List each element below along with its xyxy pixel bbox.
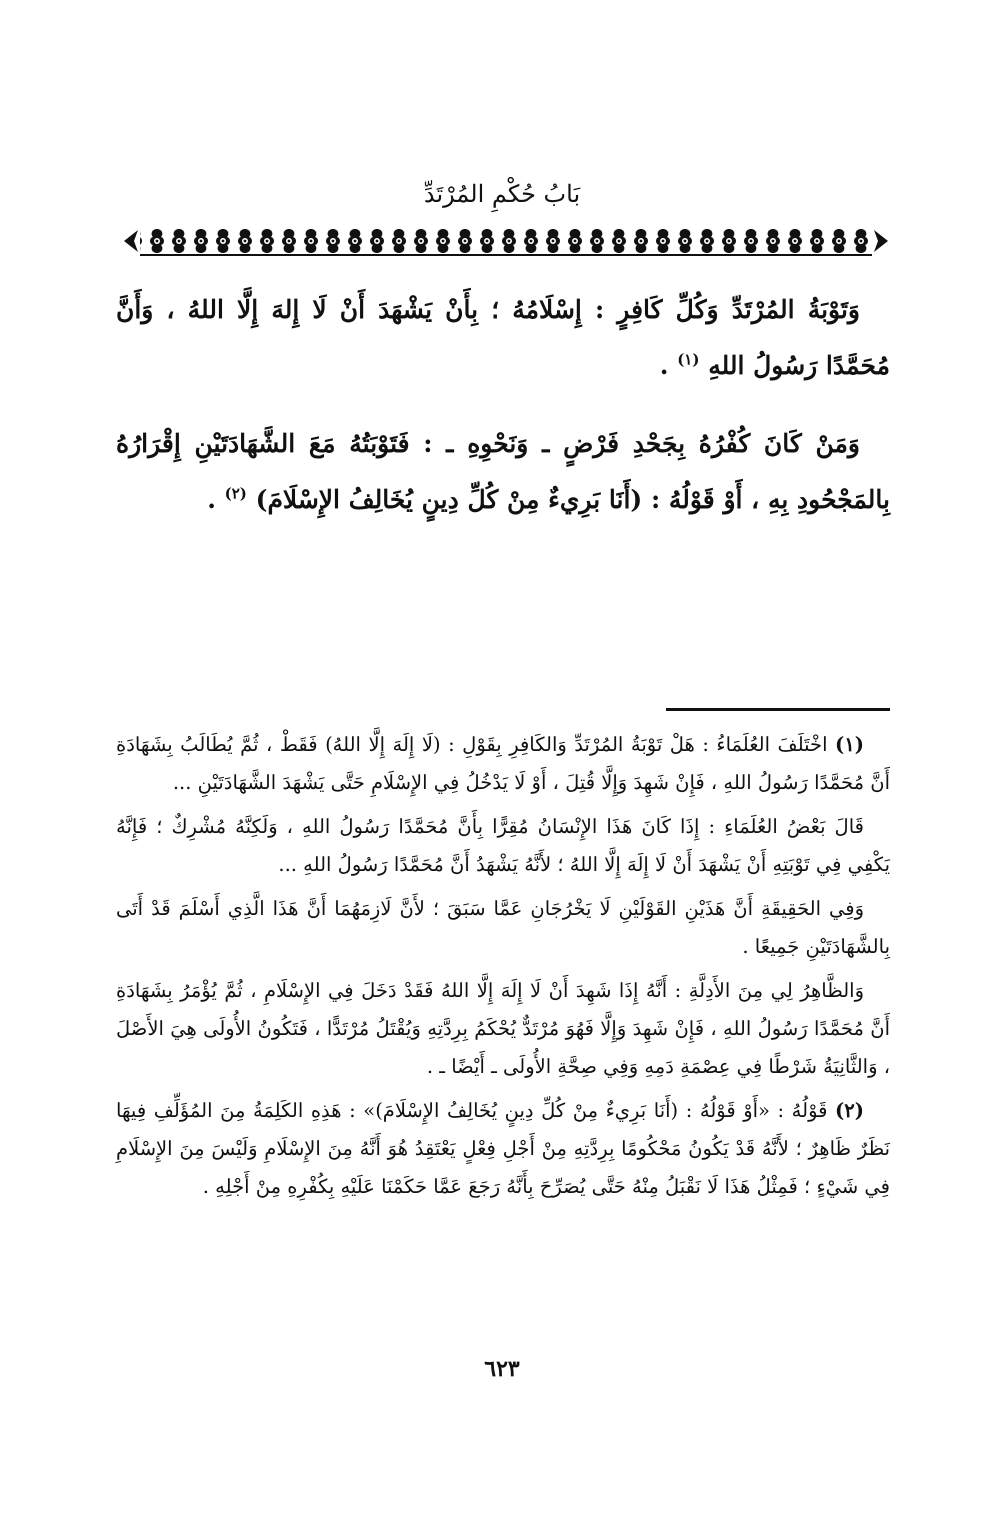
- footnote-marker[interactable]: (٢): [224, 484, 247, 503]
- paragraph-text: وَمَنْ كَانَ كُفْرُهُ بِجَحْدِ فَرْضٍ ـ وَنَحْوِهِ ـ : فَتَوْبَتُهُ مَعَ الشَّهَادَتَيْنِ إِقْرَارُهُ بِالمَجْحُودِ بِهِ ، أَوْ قَوْلُهُ : (أَنَا بَرِيءٌ مِنْ كُلِّ دِينٍ يُخَالِفُ الإِسْلَامَ): [116, 429, 890, 514]
- footnote-text: وَالظَّاهِرُ لِي مِنَ الأَدِلَّةِ : أَنَّهُ إِذَا شَهِدَ أَنْ لَا إِلَهَ إِلَّا اللهُ فَقَدْ دَخَلَ فِي الإِسْلَامِ ، ثُمَّ يُؤْمَرُ بِشَهَادَةِ أَنَّ مُحَمَّدًا رَسُولُ اللهِ ، فَإِنْ شَهِدَ وَإِلَّا فَهُوَ مُرْتَدٌّ يُحْكَمُ بِرِدَّتِهِ وَيُقْتَلُ مُرْتَدًّا ، فَتَكُونُ الأُولَى هِيَ الأَصْلَ ، وَالثَّانِيَةُ شَرْطًا فِي عِصْمَةِ دَمِهِ وَفِي صِحَّةِ الأُولَى ـ أَيْضًا ـ .: [116, 979, 890, 1078]
- chapter-title: بَابُ حُكْمِ المُرْتَدِّ: [423, 180, 581, 208]
- ornament-pattern-icon: [124, 226, 888, 256]
- main-text: [116, 282, 890, 528]
- main-paragraph: [116, 416, 890, 528]
- paragraph-end: .: [207, 485, 225, 514]
- paragraph-end: .: [659, 351, 678, 380]
- paragraph-text: وَتَوْبَةُ المُرْتَدِّ وَكُلِّ كَافِرٍ : إِسْلَامُهُ ؛ بِأَنْ يَشْهَدَ أَنْ لَا إِلهَ إِلَّا اللهُ ، وَأَنَّ مُحَمَّدًا رَسُولُ اللهِ: [116, 295, 890, 380]
- footnote-paragraph: [116, 808, 890, 884]
- ornamental-border: [124, 226, 888, 256]
- footnote-marker[interactable]: (١): [677, 350, 700, 369]
- footnote-number: (٢): [835, 1099, 864, 1122]
- footnote-paragraph: [116, 972, 890, 1086]
- main-paragraph: [116, 282, 890, 394]
- footnote-number: (١): [835, 733, 864, 756]
- footnote-paragraph: [116, 1092, 890, 1206]
- footnote-separator: [666, 708, 890, 711]
- page-number: ٦٢٣: [484, 1356, 520, 1382]
- footnote-paragraph: [116, 726, 890, 802]
- footnote-text: قَالَ بَعْضُ العُلَمَاءِ : إِذَا كَانَ هَذَا الإِنْسَانُ مُقِرًّا بِأَنَّ مُحَمَّدًا رَسُولُ اللهِ ، وَلَكِنَّهُ مُشْرِكٌ ؛ فَإِنَّهُ يَكْفِي فِي تَوْبَتِهِ أَنْ يَشْهَدَ أَنْ لَا إِلَهَ إِلَّا اللهُ ؛ لأَنَّهُ يَشْهَدُ أَنَّ مُحَمَّدًا رَسُولُ اللهِ ...: [116, 815, 890, 876]
- footnote-text: وَفِي الحَقِيقَةِ أَنَّ هَذَيْنِ القَوْلَيْنِ لَا يَخْرُجَانِ عَمَّا سَبَقَ ؛ لأَنَّ لَازِمَهُمَا أَنَّ هَذَا الَّذِي أَسْلَمَ قَدْ أَتَى بِالشَّهَادَتَيْنِ جَمِيعًا .: [116, 897, 890, 958]
- footnote-text: اخْتَلَفَ العُلَمَاءُ : هَلْ تَوْبَةُ المُرْتَدِّ وَالكَافِرِ بِقَوْلِ : (لَا إِلَهَ إِلَّا اللهُ) فَقَطْ ، ثُمَّ يُطَالَبُ بِشَهَادَةِ أَنَّ مُحَمَّدًا رَسُولُ اللهِ ، فَإِنْ شَهِدَ وَإِلَّا قُتِلَ ، أَوْ لَا يَدْخُلُ فِي الإِسْلَامِ حَتَّى يَشْهَدَ الشَّهَادَتَيْنِ ...: [116, 733, 890, 794]
- footnotes: [116, 726, 890, 1212]
- footnote-paragraph: [116, 890, 890, 966]
- footnote-text: قَوْلُهُ : «أَوْ قَوْلُهُ : (أَنَا بَرِيءٌ مِنْ كُلِّ دِينٍ يُخَالِفُ الإِسْلَامَ)» : هَذِهِ الكَلِمَةُ مِنَ المُؤَلِّفِ فِيهَا نَظَرٌ ظَاهِرٌ ؛ لأَنَّهُ قَدْ يَكُونُ مَحْكُومًا بِرِدَّتِهِ مِنْ أَجْلِ فِعْلٍ يَعْتَقِدُ هُوَ أَنَّهُ مِنَ الإِسْلَامِ وَلَيْسَ مِنَ الإِسْلَامِ فِي شَيْءٍ ؛ فَمِثْلُ هَذَا لَا نَقْبَلُ مِنْهُ حَتَّى يُصَرِّحَ بِأَنَّهُ رَجَعَ عَمَّا حَكَمْنَا عَلَيْهِ بِكُفْرِهِ مِنْ أَجْلِهِ .: [116, 1099, 890, 1198]
